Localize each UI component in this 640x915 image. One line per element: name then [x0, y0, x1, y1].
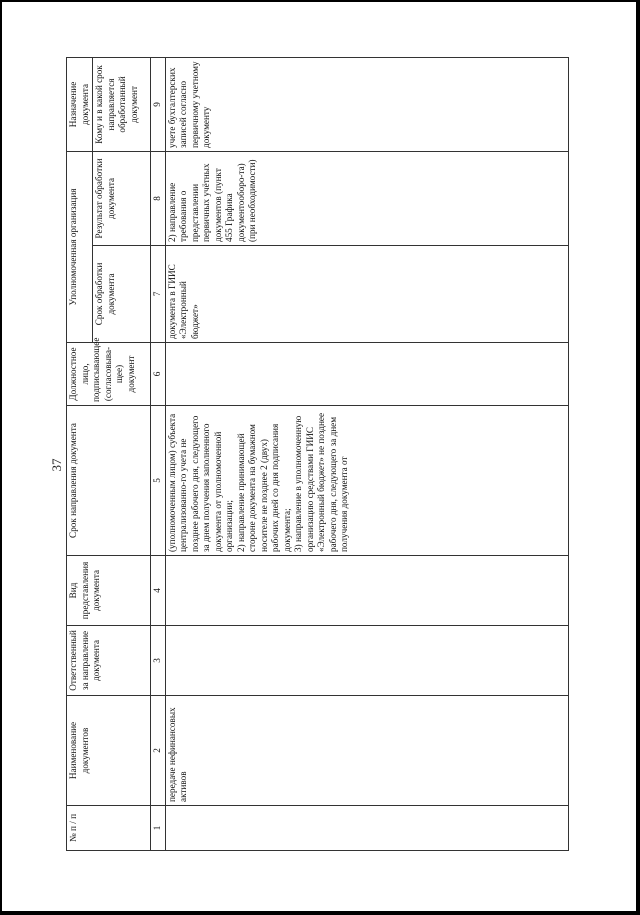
- header-recipient: Кому и в какой срок направляется обработанный документ: [93, 57, 151, 151]
- cell-processing-time: документа в ГИИС «Электронный бюджет»: [165, 246, 569, 343]
- header-processing-result: Результат обработки документа: [93, 151, 151, 245]
- header-name: Наименование документов: [67, 696, 151, 806]
- col-number: 3: [151, 626, 166, 696]
- document-page: [2, 2, 636, 911]
- col-number: 6: [151, 343, 166, 406]
- cell-responsible: [165, 626, 569, 696]
- header-responsible: Ответственный за направление документа: [67, 626, 151, 696]
- cell-recipient: учете бухгалтерских записей согласно первичному учетному документу: [165, 57, 569, 151]
- header-num: № п / п: [67, 806, 151, 851]
- col-number: 9: [151, 57, 166, 151]
- header-authorized-org: Уполномоченная организация: [67, 151, 93, 342]
- header-type: Вид представления документа: [67, 556, 151, 626]
- rotated-table-area: [66, 58, 569, 851]
- col-number: 7: [151, 246, 166, 343]
- header-official: Должностное лицо, подписывающее (согласовыва-щее) документ: [67, 343, 151, 406]
- header-processing-time: Срок обработки документа: [93, 246, 151, 343]
- cell-num: [165, 806, 569, 851]
- col-number: 4: [151, 556, 166, 626]
- col-number: 8: [151, 151, 166, 245]
- page-number: 37: [49, 458, 64, 472]
- cell-deadline: (уполномоченным лицом) субъекта централизованно-го учета не позднее рабочего дня, следующего за днем получения заполненного документа от уполномоченной организации; 2) направление принимающей стороне документа на бумажном носителе не позднее 2 (двух) рабочих дней со дня подписания документа; 3) направление в уполномоченную организацию средствами ГИИС «Электронный бюджет» не позднее рабочего дня, следующего за днем получения документа от: [165, 406, 569, 556]
- col-number: 2: [151, 696, 166, 806]
- header-purpose: Назначение документа: [67, 57, 93, 151]
- header-deadline: Срок направления документа: [67, 406, 151, 556]
- cell-type: [165, 556, 569, 626]
- cell-processing-result: 2) направление требования о представлении первичных учётных документов (пункт 455 Графика документооборо-та) (при необходимости): [165, 151, 569, 245]
- cell-document-name: передаче нефинансовых активов: [165, 696, 569, 806]
- col-number: 5: [151, 406, 166, 556]
- document-flow-table: [66, 57, 569, 851]
- cell-official: [165, 343, 569, 406]
- col-number: 1: [151, 806, 166, 851]
